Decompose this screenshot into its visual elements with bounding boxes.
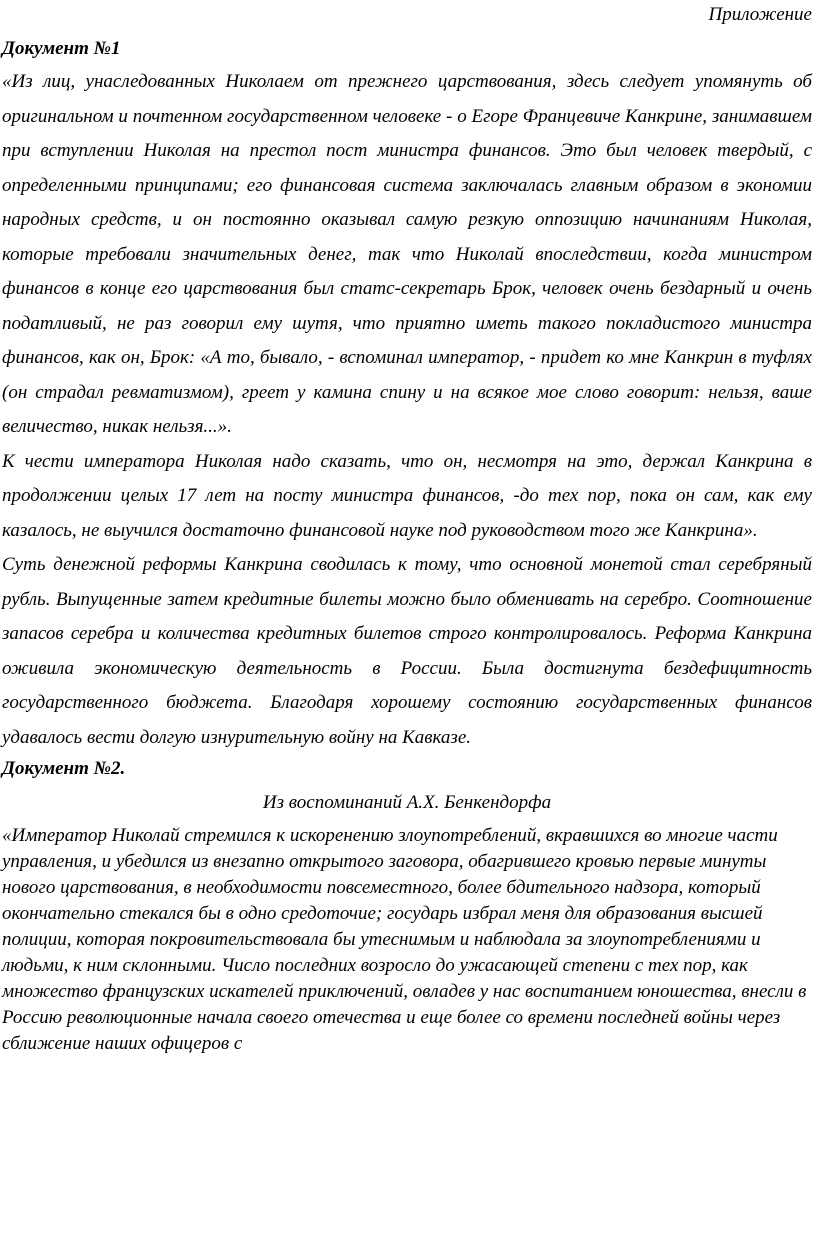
document-1-heading: Документ №1: [2, 38, 121, 59]
document-1-paragraph-3: Суть денежной реформы Канкрина сводилась к тому, что основной монетой стал серебряный рубль. Выпущенные затем кредитные билеты можно было обменивать на серебро. Соотношение запасов серебра и количества кредитных билетов строго контролировалось. Реформа Канкрина оживила экономическую деятельность в России. Была достигнута бездефицитность государственного бюджета. Благодаря хорошему состоянию государственных финансов удавалось вести долгую изнурительную войну на Кавказе.: [2, 554, 812, 748]
document-2-paragraph: «Император Николай стремился к искоренению злоупотреблений, вкравшихся во многие части управления, и убедился из внезапно открытого заговора, обагрившего кровью первые минуты нового царствования, в необходимости повсеместного, более бдительного надзора, который окончательно стекался бы в одно средоточие; государь избрал меня для образования высшей полиции, которая покровительствовала бы утеснимым и наблюдала за злоупотреблениями и людьми, к ним склонными. Число последних возросло до ужасающей степени с тех пор, как множество французских искателей приключений, овладев у нас воспитанием юношества, внесли в Россию революционные начала своего отечества и еще более со времени последней войны через сближение наших офицеров с: [2, 825, 807, 1054]
document-2-subtitle: Из воспоминаний А.Х. Бенкендорфа: [262, 792, 552, 813]
document-1-paragraph-2: К чести императора Николая надо сказать, что он, несмотря на это, держал Канкрина в продолжении целых 17 лет на посту министра финансов, -до тех пор, пока он сам, как ему казалось, не выучился достаточно финансовой науке под руководством того же Канкрина».: [2, 450, 812, 541]
appendix-label: Приложение: [708, 4, 812, 25]
document-2-heading: Документ №2.: [2, 758, 126, 779]
document-1-paragraph-1: «Из лиц, унаследованных Николаем от прежнего царствования, здесь следует упомянуть об оригинальном и почтенном государственном человеке - о Егоре Францевиче Канкрине, занимавшем при вступлении Николая на престол пост министра финансов. Это был человек твердый, с определенными принципами; его финансовая система заключалась главным образом в экономии народных средств, и он постоянно оказывал самую резкую оппозицию начинаниям Николая, которые требовали значительных денег, так что Николай впоследствии, когда министром финансов в конце его царствования был статс-секретарь Брок, человек очень бездарный и очень податливый, не раз говорил ему шутя, что приятно иметь такого покладистого министра финансов, как он, Брок: «А то, бывало, - вспоминал император, - придет ко мне Канкрин в туфлях (он страдал ревматизмом), греет у камина спину и на всякое мое слово говорит: нельзя, ваше величество, никак нельзя...».: [2, 71, 812, 437]
